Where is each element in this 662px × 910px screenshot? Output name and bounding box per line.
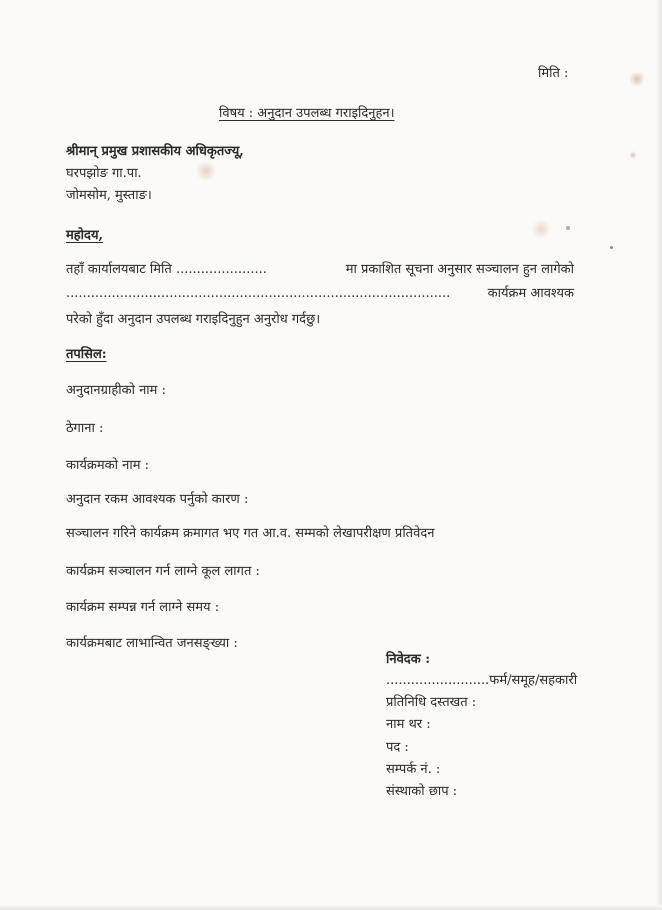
page-edge-shadow [656,0,662,910]
stain-mark [530,220,552,238]
stain-mark [610,246,613,249]
addressee-line-3: जोमसोम, मुस्ताङ। [66,188,152,203]
body-line-1 [66,262,574,278]
field-program-name: कार्यक्रमको नाम : [66,458,150,473]
applicant-post: पद : [386,740,409,755]
stain-mark [630,150,636,160]
applicant-seal: संस्थाको छाप : [386,784,458,799]
applicant-heading: निवेदक : [386,652,431,667]
stain-mark [630,70,644,88]
field-grant-reason: अनुदान रकम आवश्यक पर्नुको कारण : [66,492,249,507]
details-heading: तपसिल: [66,347,107,362]
stain-mark [196,160,216,182]
page-edge-shadow-bottom [0,905,662,910]
subject-line: विषय : अनुदान उपलब्ध गराइदिनुहन। [219,106,395,121]
field-completion-time: कार्यक्रम सम्पन्न गर्न लाग्ने समय : [66,600,220,615]
field-audit-report: सञ्चालन गरिने कार्यक्रम क्रमागत भए गत आ.व. सम्मको लेखापरीक्षण प्रतिवेदन [66,526,435,541]
field-total-cost: कार्यक्रम सञ्चालन गर्न लाग्ने कूल लागत : [66,564,260,579]
addressee-line-2: घरपझोङ गा.पा. [66,166,142,181]
body-line-3: परेको हुँदा अनुदान उपलब्ध गराइदिनुहुन अनुरोध गर्दछु। [66,312,321,327]
applicant-contact: सम्पर्क नं. : [386,762,441,777]
body-line-2-blank: ............................................................................................. [66,286,451,301]
field-address: ठेगाना : [66,421,104,436]
applicant-name: नाम थर : [386,717,431,732]
stain-mark [566,226,570,230]
field-beneficiaries: कार्यक्रमबाट लाभान्वित जनसङ्ख्या : [66,636,238,651]
field-grantee-name: अनुदानग्राहीको नाम : [66,383,166,398]
applicant-org: .........................फर्म/समूह/सहकारी [386,673,578,688]
body-line-1-start: तहाँ कार्यालयबाट मिति ...................... [66,262,267,277]
body-line-2 [66,286,574,302]
salutation: महोदय, [66,228,104,243]
body-line-1-end: मा प्रकाशित सूचना अनुसार सञ्चालन हुन लागेको [345,262,574,277]
body-line-2-end: कार्यक्रम आवश्यक [487,286,574,301]
date-label: मिति : [538,66,569,81]
applicant-signature: प्रतिनिधि दस्तखत : [386,695,477,710]
addressee-line-1: श्रीमान् प्रमुख प्रशासकीय अधिकृतज्यू, [66,144,244,159]
